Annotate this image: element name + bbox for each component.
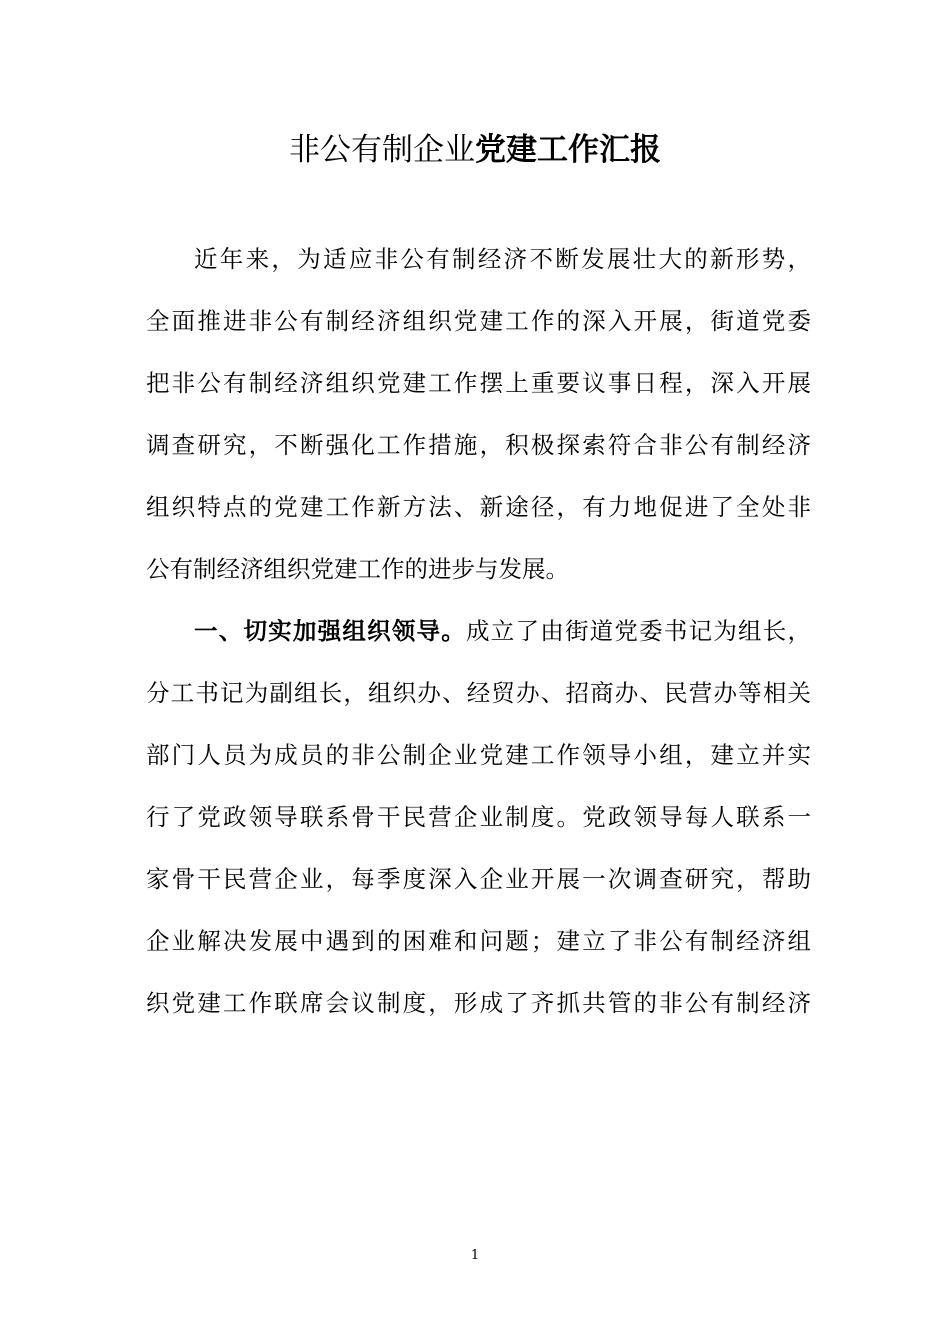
- document-body: [146, 228, 811, 1034]
- section1-paragraph-line: 织党建工作联席会议制度，形成了齐抓共管的非公有制经济: [146, 989, 811, 1017]
- intro-paragraph-line: 公有制经济组织党建工作的进步与发展。: [146, 555, 569, 583]
- section1-first-line-text: 成立了由街道党委书记为组长，: [466, 617, 812, 645]
- section1-paragraph-line: 分工书记为副组长，组织办、经贸办、招商办、民营办等相关: [146, 679, 811, 707]
- section1-paragraph-line: 家骨干民营企业，每季度深入企业开展一次调查研究，帮助: [146, 865, 811, 893]
- section1-paragraph-line: 行了党政领导联系骨干民营企业制度。党政领导每人联系一: [146, 803, 811, 831]
- document-title: [0, 128, 950, 172]
- title-regular-part: 非公有制企业: [289, 132, 475, 168]
- intro-paragraph-line: 全面推进非公有制经济组织党建工作的深入开展，街道党委: [146, 307, 811, 335]
- title-bold-part: 党建工作汇报: [475, 132, 661, 168]
- section1-paragraph-line: 部门人员为成员的非公制企业党建工作领导小组，建立并实: [146, 741, 811, 769]
- intro-paragraph-line: 组织特点的党建工作新方法、新途径，有力地促进了全处非: [146, 493, 811, 521]
- intro-paragraph-line: 调查研究，不断强化工作措施，积极探索符合非公有制经济: [146, 431, 811, 459]
- intro-paragraph-line: 近年来，为适应非公有制经济不断发展壮大的新形势，: [194, 245, 811, 273]
- section1-paragraph-line: 企业解决发展中遇到的困难和问题；建立了非公有制经济组: [146, 927, 811, 955]
- section1-first-line: [146, 600, 811, 662]
- section1-heading: 一、切实加强组织领导。: [194, 617, 467, 645]
- intro-paragraph-line: 把非公有制经济组织党建工作摆上重要议事日程，深入开展: [146, 369, 811, 397]
- page-number: 1: [470, 1248, 480, 1263]
